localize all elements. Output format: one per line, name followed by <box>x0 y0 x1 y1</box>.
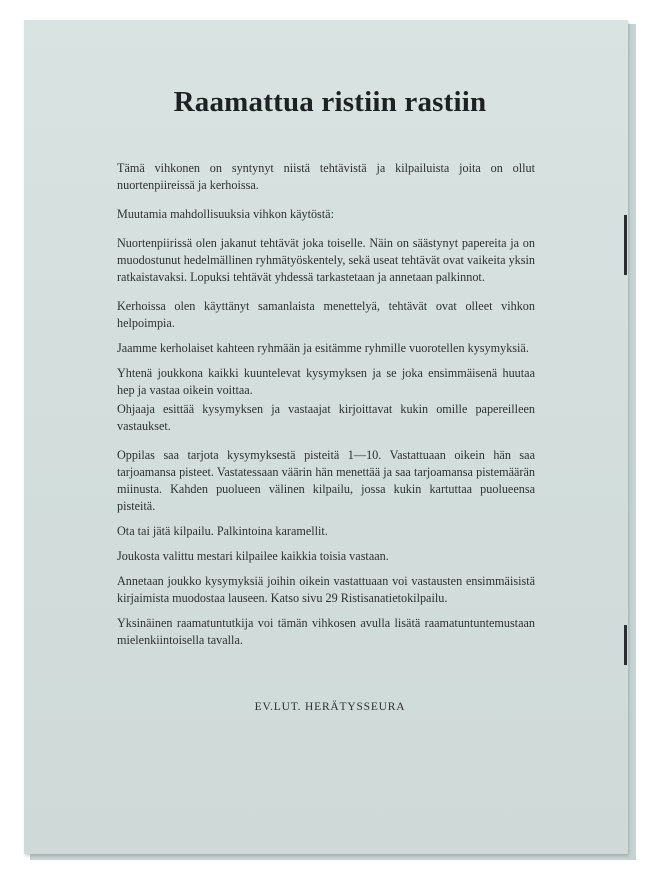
paragraph-two-groups: Jaamme kerholaiset kahteen ryhmään ja esitämme ryhmille vuorotellen kysymyksiä. <box>117 341 529 355</box>
page-title: Raamattua ristiin rastiin <box>173 86 487 118</box>
paragraph-usage-heading: Muutamia mahdollisuuksia vihkon käytöstä: <box>117 207 334 221</box>
paragraph-sentence-quiz: Annetaan joukko kysymyksiä joihin oikein vastattuaan voi vastausten ensimmäisistä kirjaimista muodostaa lauseen. Katso sivu 29 Ristisanatietokilpailu. <box>117 574 535 605</box>
paragraph-hep: Yhtenä joukkona kaikki kuuntelevat kysymyksen ja se joka ensimmäisenä huutaa hep ja vastaa oikein voittaa. <box>117 366 535 397</box>
paragraph-solo-study: Yksinäinen raamatuntutkija voi tämän vihkosen avulla lisätä raamatuntuntemustaan mielenkiintoisella tavalla. <box>117 616 535 647</box>
binding-mark-bottom <box>624 625 627 665</box>
body-text <box>117 160 535 649</box>
binding-mark-top <box>624 215 627 275</box>
paragraph-take-or-leave: Ota tai jätä kilpailu. Palkintoina karamellit. <box>117 524 328 538</box>
paragraph-clubs: Kerhoissa olen käyttänyt samanlaista menettelyä, tehtävät ovat olleet vihkon helpoimpia. <box>117 299 535 330</box>
paragraph-written-answers: Ohjaaja esittää kysymyksen ja vastaajat kirjoittavat kukin omille papereilleen vastaukset. <box>117 402 535 433</box>
paragraph-champion: Joukosta valittu mestari kilpailee kaikkia toisia vastaan. <box>117 549 389 563</box>
paragraph-intro: Tämä vihkonen on syntynyt niistä tehtävistä ja kilpailuista joita on ollut nuortenpiireissä ja kerhoissa. <box>117 161 535 192</box>
paragraph-points: Oppilas saa tarjota kysymyksestä pisteitä 1—10. Vastattuaan oikein hän saa tarjoamansa pisteet. Vastatessaan väärin hän menettää ja saa tarjoamansa pistemäärän miinusta. Kahden puolueen välinen kilpailu, jossa kukin kartuttaa puolueensa pisteitä. <box>117 448 535 513</box>
publisher-name: EV.LUT. HERÄTYSSEURA <box>254 701 406 713</box>
paragraph-youth-group: Nuortenpiirissä olen jakanut tehtävät joka toiselle. Näin on säästynyt papereita ja on muodostunut hedelmällinen ryhmätyöskentely, sekä useat tehtävät ovat vaikeita yksin ratkaistavaksi. Lopuksi tehtävät yhdessä tarkastetaan ja annetaan palkinnot. <box>117 236 535 284</box>
